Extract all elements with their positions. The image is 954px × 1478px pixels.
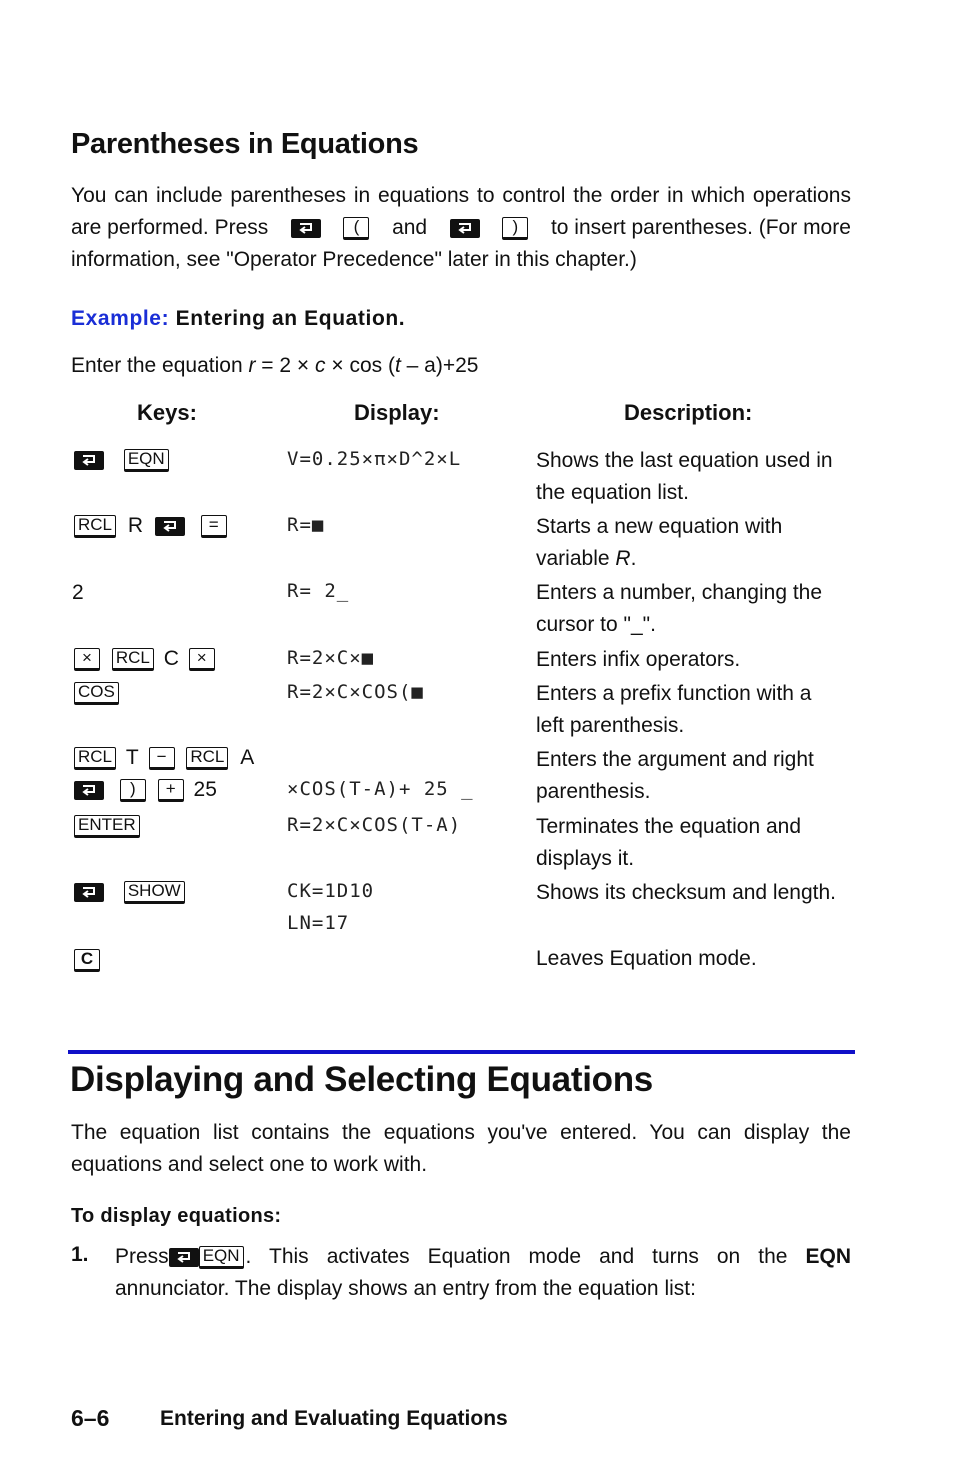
var-c: c: [315, 354, 326, 377]
example-intro: [71, 350, 478, 382]
section-rule: [68, 1050, 855, 1054]
times-key: ×: [189, 648, 215, 671]
description-line: left parenthesis.: [536, 714, 685, 737]
display-cell: CK=1D10: [287, 880, 375, 902]
text: . This activates Equation mode and turns on the: [245, 1245, 788, 1268]
cos-key: COS: [74, 682, 119, 705]
keys-cell: [74, 647, 215, 671]
display-cell: R=2×C×COS(T-A): [287, 814, 462, 836]
page-number: 6–6: [71, 1405, 110, 1431]
plus-key: +: [158, 779, 184, 802]
section-heading: Parentheses in Equations: [71, 128, 419, 160]
chapter-title: Entering and Evaluating Equations: [160, 1407, 508, 1430]
description-line: Shows its checksum and length.: [536, 881, 836, 904]
text: .: [630, 547, 637, 570]
eqn-key: EQN: [199, 1246, 244, 1269]
shift-arrow-icon: [456, 221, 474, 236]
section-heading: Displaying and Selecting Equations: [70, 1060, 653, 1099]
keys-cell: [74, 948, 100, 972]
shift-key: [291, 219, 321, 238]
column-header-keys: Keys:: [137, 400, 197, 425]
rcl-key: RCL: [74, 515, 116, 538]
display-cell: R=■: [287, 514, 325, 536]
eqn-key: EQN: [124, 449, 169, 472]
text: and: [392, 216, 428, 239]
rcl-key: RCL: [74, 747, 116, 770]
display-cell: LN=17: [287, 912, 350, 934]
var-t: t: [394, 354, 401, 377]
shift-arrow-icon: [297, 221, 315, 236]
text: – a)+25: [400, 354, 479, 377]
description-line: Enters infix operators.: [536, 648, 741, 671]
shift-key: [74, 883, 104, 902]
text: are performed. Press: [71, 216, 269, 239]
description-line: parenthesis.: [536, 780, 651, 803]
key-letter: R: [127, 514, 144, 537]
description-line: displays it.: [536, 847, 635, 870]
minus-key: −: [149, 747, 175, 770]
close-paren-key: ): [120, 779, 146, 802]
description-line: Shows the last equation used in: [536, 449, 833, 472]
example-label: Example:: [71, 307, 170, 330]
var-r: r: [248, 354, 256, 377]
paragraph-line: You can include parentheses in equations to control the order in which operations: [71, 184, 851, 207]
description-line: cursor to "_".: [536, 613, 656, 636]
paragraph-line: information, see "Operator Precedence" later in this chapter.): [71, 248, 637, 271]
key-letter: C: [163, 647, 179, 670]
key-number: 25: [193, 778, 217, 801]
description-line: Starts a new equation with: [536, 515, 783, 538]
shift-arrow-icon: [80, 453, 98, 468]
display-cell: R=2×C×■: [287, 647, 375, 669]
description-line: Enters a number, changing the: [536, 581, 823, 604]
step-line: annunciator. The display shows an entry from the equation list:: [115, 1277, 696, 1300]
enter-key: ENTER: [74, 815, 140, 838]
keys-cell: 2: [72, 581, 84, 604]
shift-key: [74, 451, 104, 470]
shift-arrow-icon: [161, 519, 179, 534]
description-line: Enters the argument and right: [536, 748, 814, 771]
shift-key: [169, 1248, 199, 1267]
keys-cell: [74, 448, 169, 472]
column-header-display: Display:: [354, 400, 440, 425]
display-cell: R= 2_: [287, 580, 350, 602]
rcl-key: RCL: [186, 747, 228, 770]
display-cell: V=0.25×π×D^2×L: [287, 448, 462, 470]
keys-cell: [74, 778, 217, 802]
keys-cell: [74, 746, 254, 770]
shift-arrow-icon: [80, 885, 98, 900]
show-key: SHOW: [124, 881, 185, 904]
text: variable: [536, 547, 616, 570]
key-letter: T: [125, 746, 139, 769]
subheading: To display equations:: [71, 1205, 282, 1227]
key-letter: A: [240, 746, 255, 769]
eqn-annunciator-text: EQN: [805, 1245, 851, 1268]
column-header-description: Description:: [624, 400, 753, 425]
step-line: [115, 1241, 851, 1273]
paragraph-line: The equation list contains the equations you've entered. You can display the: [71, 1121, 851, 1144]
display-cell: R=2×C×COS(■: [287, 681, 424, 703]
shift-arrow-icon: [80, 783, 98, 798]
description-line: Terminates the equation and: [536, 815, 802, 838]
close-paren-key: ): [502, 217, 528, 240]
paragraph-line: [71, 212, 851, 244]
text: to insert parentheses. (For more: [550, 216, 851, 239]
clear-key: C: [74, 949, 100, 972]
display-cell: ×COS(T-A)+ 25 _: [287, 778, 474, 800]
description-line: the equation list.: [536, 481, 689, 504]
shift-arrow-icon: [175, 1250, 193, 1265]
rcl-key: RCL: [112, 648, 154, 671]
description-line: Enters a prefix function with a: [536, 682, 812, 705]
text: × cos (: [325, 354, 395, 377]
open-paren-key: (: [343, 217, 369, 240]
shift-key: [450, 219, 480, 238]
text: Enter the equation: [71, 354, 249, 377]
example-title: Entering an Equation.: [175, 307, 406, 330]
shift-key: [74, 781, 104, 800]
shift-key: [155, 517, 185, 536]
keys-cell: [74, 814, 140, 838]
var-r: R: [615, 547, 631, 570]
description-line: [536, 543, 636, 575]
text: [246, 1241, 851, 1273]
equals-key: =: [201, 515, 227, 538]
keys-cell: [74, 880, 185, 904]
paragraph-line: equations and select one to work with.: [71, 1153, 428, 1176]
times-key: ×: [74, 648, 100, 671]
keys-cell: [74, 514, 227, 538]
keys-cell: [74, 681, 119, 705]
text: Press: [115, 1245, 169, 1268]
text: = 2 ×: [255, 354, 316, 377]
example-heading: [71, 307, 405, 331]
description-line: Leaves Equation mode.: [536, 947, 757, 970]
step-number: 1.: [71, 1243, 89, 1266]
